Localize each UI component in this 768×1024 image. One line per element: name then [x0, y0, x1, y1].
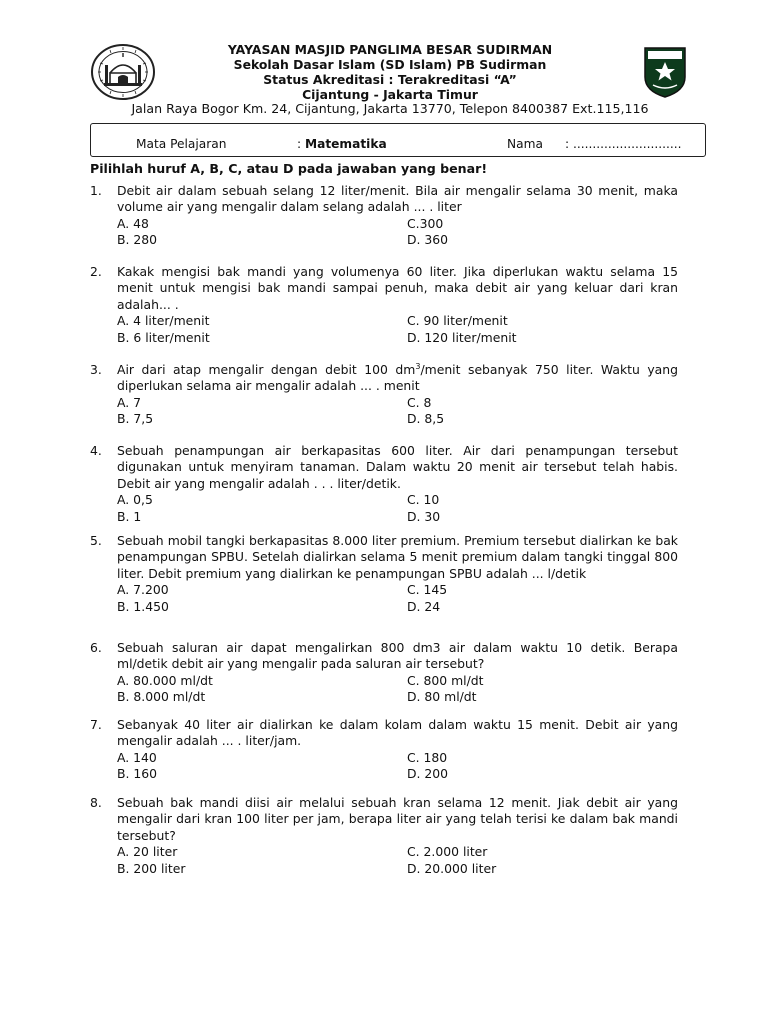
- question-text: Sebuah saluran air dapat mengalirkan 800 dm3 air dalam waktu 10 detik. Berapa ml/detik debit air yang mengalir pada saluran air tersebut?: [117, 640, 678, 672]
- option-c[interactable]: C.300: [407, 215, 444, 231]
- answer-options: [117, 313, 678, 346]
- question-text-part: /menit sebanyak 750 liter. Waktu yang diperlukan selama air mengalir adalah ... . menit: [117, 362, 678, 394]
- instruction: Pilihlah huruf A, B, C, atau D pada jawaban yang benar!: [90, 161, 488, 176]
- question-text: Sebuah mobil tangki berkapasitas 8.000 liter premium. Premium tersebut dialirkan ke bak penampungan SPBU. Setelah dialirkan selama 5 menit premium dalam tangki tinggal 800 liter. Debit premium yang dialirkan ke penampungan SPBU adalah ... l/detik: [117, 533, 678, 581]
- question-text: Sebuah bak mandi diisi air melalui sebuah kran selama 12 menit. Jiak debit air yang mengalir dari kran 100 liter per jam, berapa liter air yang telah terisi ke dalam bak mandi tersebut?: [117, 795, 678, 843]
- option-a[interactable]: A. 80.000 ml/dt: [117, 672, 213, 688]
- option-c[interactable]: C. 8: [407, 394, 432, 410]
- answer-options: [117, 492, 678, 525]
- option-b[interactable]: B. 1.450: [117, 598, 169, 614]
- school-name: Sekolah Dasar Islam (SD Islam) PB Sudirman: [233, 57, 547, 72]
- school-address: Jalan Raya Bogor Km. 24, Cijantung, Jakarta 13770, Telepon 8400387 Ext.115,116: [131, 101, 649, 116]
- option-b[interactable]: B. 280: [117, 232, 158, 248]
- question-4: [90, 443, 678, 525]
- option-c[interactable]: C. 10: [407, 492, 440, 508]
- school-location: Cijantung - Jakarta Timur: [302, 87, 478, 102]
- question-8: [90, 795, 678, 877]
- question-number: 1.: [90, 183, 102, 198]
- option-a[interactable]: A. 7: [117, 394, 142, 410]
- option-b[interactable]: B. 8.000 ml/dt: [117, 689, 206, 705]
- option-c[interactable]: C. 800 ml/dt: [407, 672, 484, 688]
- shield-emblem-logo: [642, 45, 688, 99]
- answer-options: [117, 673, 678, 706]
- option-d[interactable]: D. 80 ml/dt: [407, 689, 477, 705]
- subject-value: [297, 137, 387, 151]
- question-text: Kakak mengisi bak mandi yang volumenya 60 liter. Jika diperlukan waktu selama 15 menit untuk mengisi bak mandi sampai penuh, maka debit air yang keluar dari kran adalah... .: [117, 264, 678, 312]
- option-b[interactable]: B. 200 liter: [117, 860, 186, 876]
- question-text: Sebuah penampungan air berkapasitas 600 liter. Air dari penampungan tersebut digunakan untuk menyiram tanaman. Dalam waktu 20 menit air tersebut telah habis. Debit air yang mengalir adalah . . . liter/detik.: [117, 443, 678, 491]
- question-2: [90, 264, 678, 346]
- option-d[interactable]: D. 360: [407, 232, 449, 248]
- question-number: 7.: [90, 717, 102, 732]
- option-c[interactable]: C. 90 liter/menit: [407, 313, 508, 329]
- question-7: [90, 717, 678, 783]
- student-name-label: Nama: [507, 137, 543, 151]
- option-c[interactable]: C. 180: [407, 749, 448, 765]
- option-d[interactable]: D. 30: [407, 508, 441, 524]
- option-b[interactable]: B. 7,5: [117, 411, 154, 427]
- option-a[interactable]: A. 48: [117, 215, 149, 231]
- question-3: [90, 362, 678, 428]
- option-a[interactable]: A. 20 liter: [117, 844, 178, 860]
- option-b[interactable]: B. 160: [117, 766, 158, 782]
- subject-colon: :: [297, 137, 305, 151]
- option-c[interactable]: C. 2.000 liter: [407, 844, 488, 860]
- question-text-part: Air dari atap mengalir dengan debit 100 dm: [117, 362, 416, 377]
- foundation-name: YAYASAN MASJID PANGLIMA BESAR SUDIRMAN: [227, 42, 553, 57]
- student-name-field[interactable]: : ............................: [565, 137, 682, 151]
- question-5: [90, 533, 678, 615]
- option-d[interactable]: D. 20.000 liter: [407, 860, 497, 876]
- answer-options: [117, 582, 678, 615]
- option-d[interactable]: D. 24: [407, 598, 441, 614]
- option-d[interactable]: D. 120 liter/menit: [407, 329, 517, 345]
- option-b[interactable]: B. 6 liter/menit: [117, 329, 210, 345]
- question-text: [117, 362, 678, 395]
- option-a[interactable]: A. 140: [117, 749, 157, 765]
- question-text: Debit air dalam sebuah selang 12 liter/menit. Bila air mengalir selama 30 menit, maka volume air yang mengalir dalam selang adalah ... . liter: [117, 183, 678, 215]
- answer-options: [117, 844, 678, 877]
- accreditation-status: Status Akreditasi : Terakreditasi “A”: [263, 72, 517, 87]
- option-d[interactable]: D. 200: [407, 766, 449, 782]
- option-c[interactable]: C. 145: [407, 582, 448, 598]
- superscript: 3: [415, 361, 421, 371]
- subject-name: Matematika: [304, 137, 387, 151]
- answer-options: [117, 395, 678, 428]
- question-number: 8.: [90, 795, 102, 810]
- question-6: [90, 640, 678, 706]
- option-a[interactable]: A. 4 liter/menit: [117, 313, 210, 329]
- question-text: Sebanyak 40 liter air dialirkan ke dalam kolam dalam waktu 15 menit. Debit air yang mengalir adalah ... . liter/jam.: [117, 717, 678, 749]
- question-number: 3.: [90, 362, 102, 377]
- option-d[interactable]: D. 8,5: [407, 411, 445, 427]
- option-a[interactable]: A. 0,5: [117, 492, 153, 508]
- question-number: 2.: [90, 264, 102, 279]
- school-header: [100, 42, 680, 102]
- question-number: 5.: [90, 533, 102, 548]
- answer-options: [117, 216, 678, 249]
- question-1: [90, 183, 678, 249]
- subject-label: Mata Pelajaran: [136, 137, 227, 151]
- answer-options: [117, 750, 678, 783]
- option-b[interactable]: B. 1: [117, 508, 142, 524]
- question-number: 6.: [90, 640, 102, 655]
- question-number: 4.: [90, 443, 102, 458]
- option-a[interactable]: A. 7.200: [117, 582, 169, 598]
- subject-name-box: [90, 123, 706, 157]
